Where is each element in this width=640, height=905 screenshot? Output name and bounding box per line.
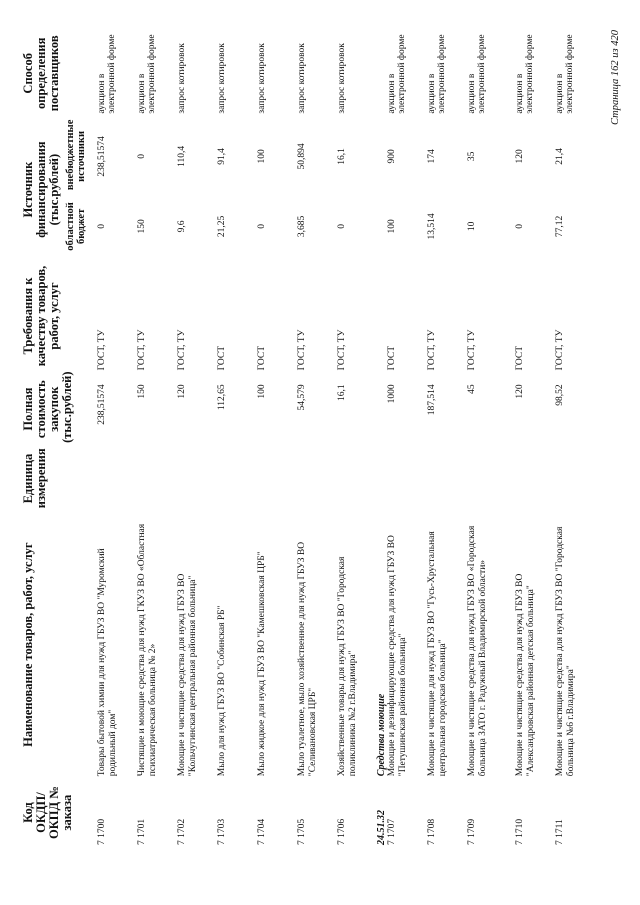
cell-code: 7 1704 <box>257 818 267 845</box>
cell-method: запрос котировок <box>217 43 227 114</box>
cell-unit <box>297 446 337 511</box>
header-code: Код ОКДП/ ОКПД № заказа <box>21 786 74 839</box>
table-group <box>377 27 387 847</box>
cell-regional: 0 <box>337 224 347 229</box>
cell-cost: 120 <box>177 384 187 399</box>
cell-regional: 10 <box>467 221 477 232</box>
cell-regional: 150 <box>137 219 147 234</box>
cell-code: 7 1702 <box>177 818 187 845</box>
cell-requirements: ГОСТ, ТУ <box>467 329 477 371</box>
cell-extra: 0 <box>137 154 147 159</box>
cell-unit <box>387 446 427 511</box>
cell-extra: 50,894 <box>297 143 307 170</box>
cell-cost: 100 <box>257 384 267 399</box>
cell-extra: 900 <box>387 149 397 164</box>
header-requirements: Требования к качеству товаров, работ, услуг <box>21 265 61 367</box>
cell-regional: 13,514 <box>427 213 437 240</box>
cell-unit <box>217 446 257 511</box>
cell-unit <box>555 446 595 511</box>
cell-regional: 3,685 <box>297 215 307 238</box>
header-method: Способ определения поставщиков <box>21 35 61 112</box>
cell-code: 7 1708 <box>427 818 437 845</box>
table-row <box>97 27 137 847</box>
cell-unit <box>427 446 467 511</box>
group-code: 24.51.32 <box>376 810 387 845</box>
table-row <box>257 27 297 847</box>
cell-method: запрос котировок <box>257 43 267 114</box>
header-funding: Источник финансирования (тыс.рублей) <box>21 141 61 238</box>
cell-cost: 1000 <box>387 384 397 404</box>
cell-unit <box>257 446 297 511</box>
table-row <box>515 27 555 847</box>
cell-method: аукцион в электронной форме <box>97 34 117 114</box>
cell-code: 7 1709 <box>467 818 477 845</box>
cell-requirements: ГОСТ, ТУ <box>337 329 347 371</box>
header-funding-regional: областной бюджет <box>65 202 87 251</box>
table-body-after <box>387 27 595 847</box>
table-row <box>137 27 177 847</box>
cell-method: запрос котировок <box>337 43 347 114</box>
table-row <box>427 27 467 847</box>
cell-regional: 100 <box>387 219 397 234</box>
table-header <box>22 27 97 847</box>
cell-extra: 120 <box>515 149 525 164</box>
cell-unit <box>337 446 377 511</box>
cell-method: аукцион в электронной форме <box>427 34 447 114</box>
cell-extra: 174 <box>427 149 437 164</box>
cell-cost: 238,51574 <box>97 384 107 425</box>
cell-name: Моющие и чистящие средства для нужд ГБУЗ ВО "Кольчугинская центральная районная больница" <box>177 573 198 777</box>
cell-code: 7 1701 <box>137 818 147 845</box>
cell-extra: 238,51574 <box>97 136 107 177</box>
cell-regional: 77,12 <box>555 215 565 238</box>
cell-name: Моющие и чистящие средства для нужд ГБУЗ ВО «Городская больница ЗАТО г. Радужный Владимирской области» <box>467 525 488 777</box>
cell-code: 7 1710 <box>515 818 525 845</box>
cell-method: аукцион в электронной форме <box>555 34 575 114</box>
cell-extra: 100 <box>257 149 267 164</box>
header-funding-extra: внебюджетные источники <box>65 119 87 191</box>
cell-code: 7 1707 <box>387 818 397 845</box>
cell-requirements: ГОСТ <box>257 345 267 371</box>
cell-name: Чистящие и моющие средства для нужд ГКУЗ ВО «Областная психиатрическая больница № 2» <box>137 523 158 777</box>
cell-extra: 35 <box>467 151 477 162</box>
group-row <box>377 27 387 847</box>
cell-name: Товары бытовой химии для нужд ГБУЗ ВО "Муромский родильный дом" <box>97 548 118 777</box>
header-name: Наименование товаров, работ, услуг <box>21 542 35 747</box>
table-body-before <box>97 27 377 847</box>
cell-unit <box>97 446 137 511</box>
cell-extra: 110,4 <box>177 145 187 167</box>
cell-name: Моющие и дезинфицирующие средства для нужд ГБУЗ ВО "Петушинская районная больница" <box>387 535 408 777</box>
cell-method: аукцион в электронной форме <box>515 34 535 114</box>
cell-cost: 120 <box>515 384 525 399</box>
cell-requirements: ГОСТ, ТУ <box>97 329 107 371</box>
cell-method: аукцион в электронной форме <box>387 34 407 114</box>
header-cost: Полная стоимость закупок (тыс.рублей) <box>21 371 74 443</box>
cell-regional: 21,25 <box>217 215 227 238</box>
cell-cost: 98,52 <box>555 384 565 406</box>
cell-name: Моющие и чистящие средства для нужд ГБУЗ ВО "Александровская районная детская больница" <box>515 573 536 777</box>
cell-requirements: ГОСТ, ТУ <box>427 329 437 371</box>
cell-name: Мыло туалетное, мыло хозяйственное для нужд ГБУЗ ВО "Селивановская ЦРБ" <box>297 541 318 777</box>
table-row <box>555 27 595 847</box>
cell-regional: 9,6 <box>177 220 187 233</box>
cell-requirements: ГОСТ, ТУ <box>297 329 307 371</box>
cell-cost: 54,579 <box>297 384 307 411</box>
table-row <box>467 27 515 847</box>
cell-method: аукцион в электронной форме <box>467 34 487 114</box>
cell-method: запрос котировок <box>297 43 307 114</box>
cell-unit <box>467 446 515 511</box>
cell-unit <box>137 446 177 511</box>
cell-name: Хозяйственные товары для нужд ГБУЗ ВО "Городская поликлиника №2 г.Владимира" <box>337 556 358 777</box>
cell-requirements: ГОСТ, ТУ <box>137 329 147 371</box>
procurement-table <box>22 27 595 847</box>
cell-method: аукцион в электронной форме <box>137 34 157 114</box>
cell-name: Мыло для нужд ГБУЗ ВО "Собинская РБ" <box>217 605 227 777</box>
cell-requirements: ГОСТ, ТУ <box>177 329 187 371</box>
cell-requirements: ГОСТ <box>515 345 525 371</box>
table-row <box>217 27 257 847</box>
cell-name: Мыло жидкое для нужд ГБУЗ ВО "Камешковская ЦРБ" <box>257 551 267 777</box>
cell-cost: 187,514 <box>427 384 437 416</box>
cell-unit <box>177 446 217 511</box>
cell-requirements: ГОСТ <box>387 345 397 371</box>
cell-cost: 16,1 <box>337 384 347 401</box>
page-number: Страница 162 из 420 <box>610 30 621 126</box>
cell-code: 7 1700 <box>97 818 107 845</box>
cell-name: Моющие и чистящие средства для нужд ГБУЗ ВО "Городская больница №6 г.Владимира" <box>555 526 576 777</box>
cell-extra: 91,4 <box>217 148 227 165</box>
cell-cost: 150 <box>137 384 147 399</box>
table-row <box>337 27 377 847</box>
cell-requirements: ГОСТ <box>217 345 227 371</box>
cell-cost: 112,65 <box>217 384 227 411</box>
cell-extra: 21,4 <box>555 148 565 165</box>
cell-cost: 45 <box>467 384 477 394</box>
cell-code: 7 1705 <box>297 818 307 845</box>
cell-name: Моющие и чистящие для нужд ГБУЗ ВО "Гусь-Хрустальная центральная городская больница" <box>427 531 448 777</box>
cell-requirements: ГОСТ, ТУ <box>555 329 565 371</box>
cell-regional: 0 <box>515 224 525 229</box>
table-row <box>177 27 217 847</box>
cell-extra: 16,1 <box>337 148 347 165</box>
cell-code: 7 1706 <box>337 818 347 845</box>
cell-regional: 0 <box>257 224 267 229</box>
cell-unit <box>515 446 555 511</box>
cell-regional: 0 <box>97 224 107 229</box>
table-row <box>297 27 337 847</box>
header-unit: Единица измерения <box>21 448 48 509</box>
cell-code: 7 1703 <box>217 818 227 845</box>
cell-code: 7 1711 <box>555 819 565 845</box>
table-row <box>387 27 427 847</box>
group-name: Средства моющие <box>376 693 387 777</box>
cell-method: запрос котировок <box>177 43 187 114</box>
